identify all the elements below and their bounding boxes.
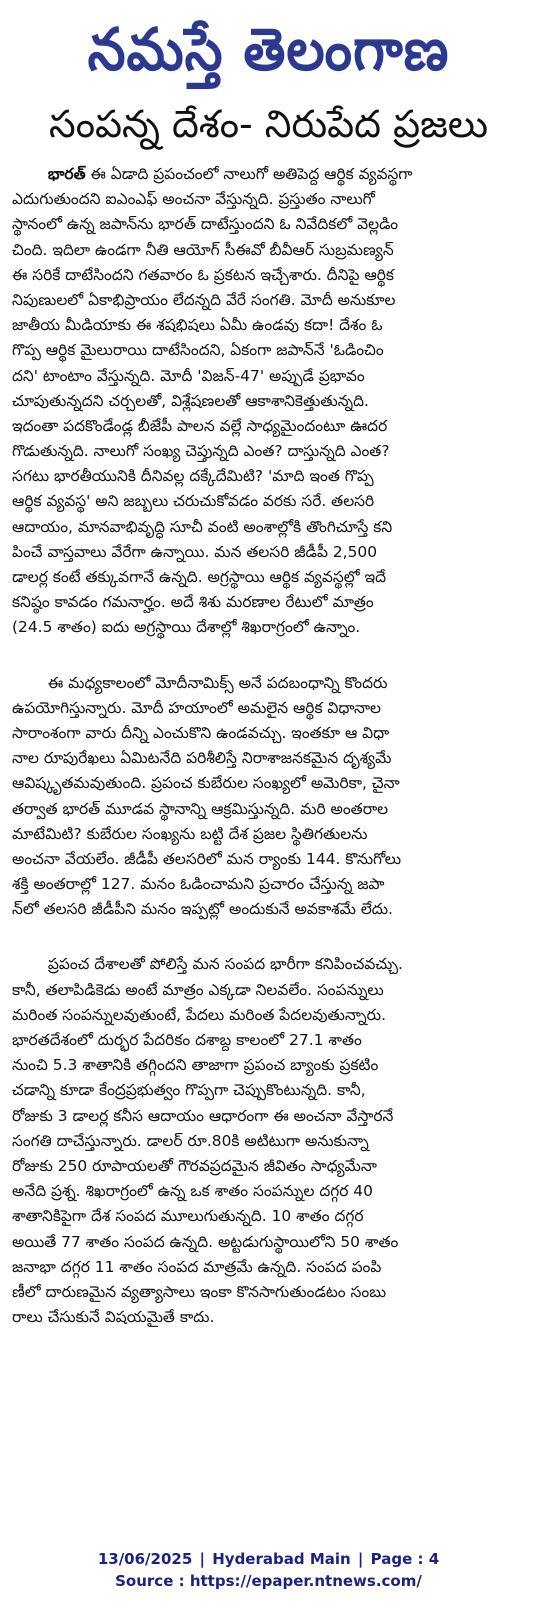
- text-line: ఈ మధ్యకాలంలో మోదీనామిక్స్ అనే పదబంధాన్ని కొందరు: [47, 673, 388, 692]
- text-line: ఎదుగుతుందని ఐఎంఎఫ్ అంచనా వేస్తున్నది. ప్రస్తుతం నాలుగో: [12, 190, 375, 209]
- article-headline: సంపన్న దేశం- నిరుపేద ప్రజలు: [49, 102, 488, 146]
- text-line: శాతానికిపైగా దేశ సంపద మూలుగుతున్నది. 10 శాతం దగ్గర: [12, 1207, 364, 1226]
- footer-page: Page : 4: [370, 1550, 440, 1568]
- masthead-title: నమస్తే తెలంగాణ: [87, 15, 450, 84]
- paragraph-3: [12, 952, 522, 1330]
- text-line: [12, 162, 537, 187]
- text-line: కానీ, తలాపిడికెడు అంటే మాత్రం ఎక్కడా నిలవలేం. సంపన్నులు: [12, 980, 384, 999]
- text-line: కనిష్ఠం కావడం గమనార్హం. అదే శిశు మరణాల రేటులో మాత్రం: [12, 593, 374, 612]
- text-line: పించే వాస్తవాలు వేరేగా ఉన్నాయి. మన తలసరి జీడీపీ 2,500: [12, 542, 378, 561]
- text-line: మరింత సంపన్నులవుతుంటే, పేదలు మరింత పేదలవుతున్నారు.: [12, 1005, 387, 1024]
- dateline: భారత్: [47, 165, 86, 183]
- text-line: ఆవిష్కృతమవుతుంది. ప్రపంచ కుబేరుల సంఖ్యలో అమెరికా, చైనా: [12, 774, 400, 793]
- text-line: చూపుతున్నదని చర్చలతో, విశ్లేషణలతో ఆకాశానికెత్తుతున్నది.: [12, 391, 369, 410]
- text-line: చింది. ఇదిలా ఉండగా నీతి ఆయోగ్ సీఈవో బీవీఆర్ సుబ్రమణ్యన్: [12, 240, 394, 259]
- footer-separator: |: [199, 1550, 205, 1568]
- text-line: నుంచి 5.3 శాతానికి తగ్గిందని తాజాగా ప్రపంచ బ్యాంకు ప్రకటిం: [12, 1056, 379, 1075]
- text-line: గొడుతున్నది. నాలుగో సంఖ్య చెప్తున్నది ఎంత? దాస్తున్నది ఎంత?: [12, 442, 390, 461]
- text-line: సంగతి దాచేస్తున్నారు. డాలర్ రూ.80కి అటిటుగా అనుకున్నా: [12, 1131, 369, 1150]
- text-line: ఇదంతా పదకొండేండ్ల బీజేపీ పాలన వల్లే సాధ్యమైందంటూ ఊదర: [12, 416, 388, 435]
- text-line-content: ఈ ఏడాది ప్రపంచంలో నాలుగో అతిపెద్ద ఆర్థిక వ్యవస్థగా: [85, 165, 413, 183]
- text-line: దని' టాంటాం వేస్తున్నది. మోదీ 'విజన్-47' అప్పుడే ప్రభావం: [12, 366, 365, 385]
- text-line: ణీలో దారుణమైన వ్యత్యాసాలు ఇంకా కొనసాగుతుండటం సంబు: [12, 1282, 387, 1301]
- text-line: ఆర్థిక వ్యవస్థ' అని జబ్బలు చరుచుకోవడం వరకు సరే. తలసరి: [12, 492, 375, 511]
- text-line: డాలర్ల కంటే తక్కువగానే ఉన్నది. అగ్రస్థాయి ఆర్థిక వ్యవస్థల్లో ఇదే: [12, 568, 387, 586]
- text-line: అయితే 77 శాతం సంపద ఉన్నది. అట్టడుగుస్థాయిలోని 50 శాతం: [12, 1232, 399, 1251]
- footer-source-link[interactable]: Source : https://epaper.ntnews.com/: [115, 1572, 422, 1590]
- text-line: ఉపయోగిస్తున్నారు. మోదీ హయాంలో అమలైన ఆర్థిక విధానాల: [12, 698, 381, 717]
- text-line: అంచనా వేయలేం. జీడీపీ తలసరిలో మన ర్యాంకు 144. కొనుగోలు: [12, 849, 402, 868]
- text-line: సారాంశంగా వారు దీన్ని ఎంచుకొని ఉండవచ్చు. ఇంతకూ ఆ విధా: [12, 723, 390, 742]
- footer-edition: Hyderabad Main: [212, 1550, 351, 1568]
- text-line: నాల రూపురేఖలు ఏమిటనేది పరిశీలిస్తే నిరాశాజనకమైన దృశ్యమే: [12, 749, 392, 768]
- text-line: రోజుకు 250 రూపాయలతో గౌరవప్రదమైన జీవితం సాధ్యమేనా: [12, 1156, 377, 1175]
- text-line: రోజుకు 3 డాలర్ల కనీస ఆదాయం ఆధారంగా ఈ అంచనా వేస్తారనే: [12, 1106, 394, 1125]
- text-line: జాతీయ మీడియాకు ఈ శషభిషలు ఏమీ ఉండవు కదా! దేశం ఓ: [12, 316, 383, 335]
- footer-date: 13/06/2025: [97, 1550, 193, 1568]
- footer-meta: [0, 1548, 537, 1570]
- paragraph-2: [12, 671, 522, 923]
- text-line: (24.5 శాతం) ఐదు అగ్రస్థాయి దేశాల్లో శిఖరాగ్రంలో ఉన్నాం.: [12, 618, 361, 637]
- text-line: భారతదేశంలో దుర్భర పేదరికం దశాబ్ద కాలంలో 27.1 శాతం: [12, 1031, 362, 1049]
- paragraph-1: [12, 162, 522, 641]
- page-footer: [0, 1548, 537, 1592]
- footer-separator: |: [357, 1550, 364, 1568]
- text-line: స్థానంలో ఉన్న జపాన్‌ను భారత్ దాటేస్తుందని ఓ నివేదికలో వెల్లడిం: [12, 215, 399, 234]
- text-line: శక్తి అంతరాల్లో 127. మనం ఓడించామని ప్రచారం చేస్తున్న జపా: [12, 875, 385, 894]
- text-line: న్‌లో తలసరి జీడీపీని మనం ఇప్పట్లో అందుకునే అవకాశమే లేదు.: [12, 900, 393, 919]
- article-body: [12, 162, 522, 1330]
- text-line: తర్వాత భారత్ మూడవ స్థానాన్ని ఆక్రమిస్తున్నది. మరి అంతరాల: [12, 799, 389, 818]
- text-line: రాలు చేసుకునే విషయమైతే కాదు.: [12, 1308, 215, 1327]
- text-line: ఆదాయం, మానవాభివృద్ధి సూచీ వంటి అంశాల్లోకి తొంగిచూస్తే కని: [12, 517, 393, 536]
- text-line: ప్రపంచ దేశాలతో పోలిస్తే మన సంపద భారీగా కనిపించవచ్చు.: [47, 955, 403, 974]
- text-line: నిపుణులలో ఏకాభిప్రాయం లేదన్నది వేరే సంగతి. మోదీ అనుకూల: [12, 290, 396, 309]
- text-line: ఈ సరికే దాటేసిందని గతవారం ఓ ప్రకటన ఇచ్చేశారు. దీనిపై ఆర్థిక: [12, 265, 394, 284]
- text-line: చడాన్ని కూడా కేంద్రప్రభుత్వం గొప్పగా చెప్పుకొంటున్నది. కానీ,: [12, 1081, 366, 1100]
- text-line: గొప్ప ఆర్థిక మైలురాయి దాటేసిందని, ఏకంగా జపాన్‌నే 'ఓడించిం: [12, 341, 384, 360]
- text-line: మాటేమిటి? కుబేరుల సంఖ్యను బట్టి దేశ ప్రజల స్థితిగతులను: [12, 824, 368, 843]
- text-line: సగటు భారతీయునికి దీనివల్ల దక్కేదేమిటి? 'మాది ఇంత గొప్ప: [12, 467, 374, 486]
- masthead-logo: [0, 6, 537, 94]
- text-line: జనాభా దగ్గర 11 శాతం సంపద మాత్రమే ఉన్నది. సంపద పంపి: [12, 1257, 382, 1276]
- text-line: అనేది ప్రశ్న. శిఖరాగ్రంలో ఉన్న ఒక శాతం సంపన్నుల దగ్గర 40: [12, 1182, 373, 1201]
